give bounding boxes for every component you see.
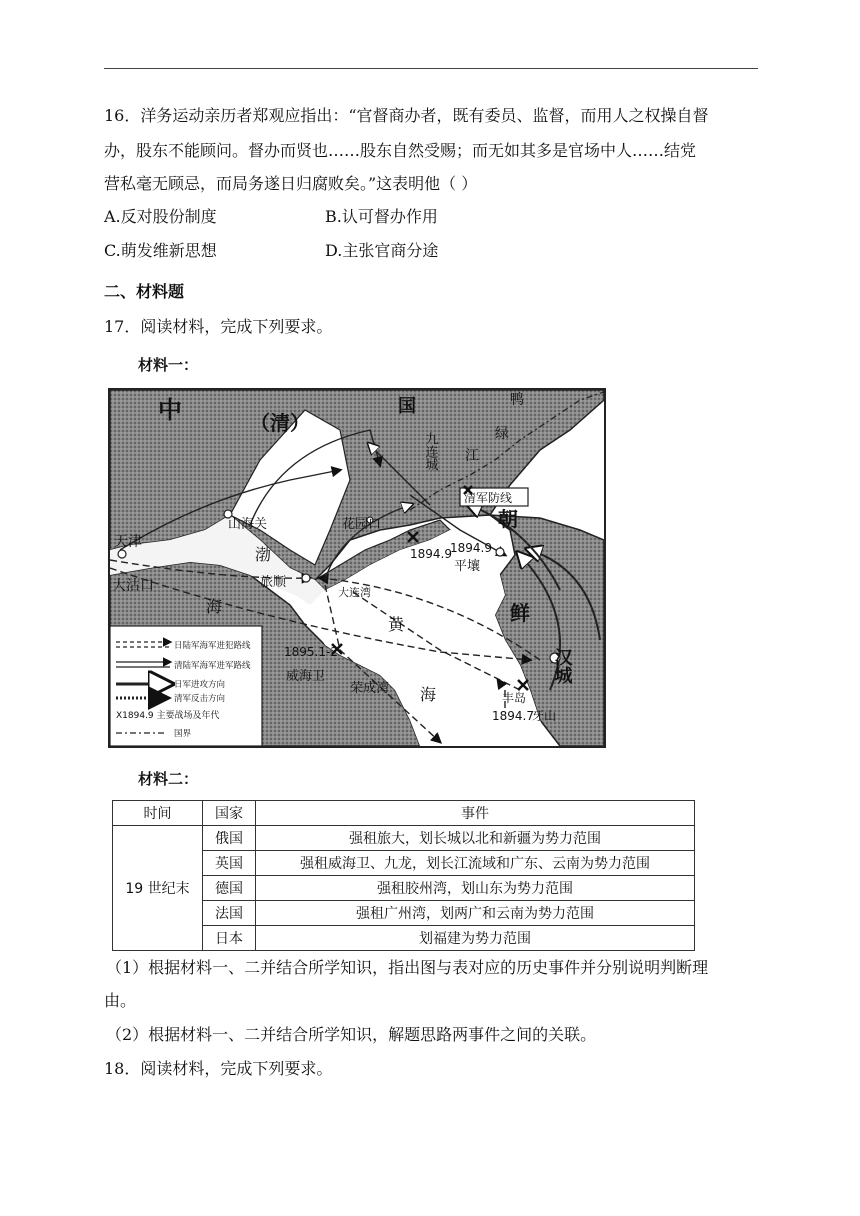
svg-text:清军反击方向: 清军反击方向 [174,694,226,704]
q16-line-3: 营私毫无顾忌，而局务遂日归腐败矣。”这表明他（ ） [104,174,478,193]
q17-sub1-line-2: 由。 [104,991,137,1010]
map-label-bohai-hai: 海 [206,597,223,616]
map-label-pingrang: 平壤 [454,559,481,574]
country-cell: 日本 [203,926,256,951]
event-cell: 强租旅大，划长城以北和新疆为势力范围 [256,826,695,851]
q18-stem: 18．阅读材料，完成下列要求。 [104,1059,333,1078]
header-event: 事件 [256,801,695,826]
q16-option-b[interactable]: B.认可督办作用 [325,207,438,226]
event-cell: 划福建为势力范围 [256,926,695,951]
section-title: 二、材料题 [104,282,185,301]
map-label-yellowsea-hai: 海 [420,685,437,704]
svg-text:日陆军海军进犯路线: 日陆军海军进犯路线 [174,641,251,651]
svg-text:清陆军海军进军路线: 清陆军海军进军路线 [174,661,251,671]
map-label-hancheng: 汉城 [551,648,573,684]
map-label-dalianwan: 大连湾 [338,586,371,599]
header-rule [104,68,758,69]
country-cell: 英国 [203,851,256,876]
q17-sub1-line-1: （1）根据材料一、二并结合所学知识，指出图与表对应的历史事件并分别说明判断理 [106,958,709,977]
country-cell: 俄国 [203,826,256,851]
map-label-jiang: 江 [465,448,479,464]
map-label-shanhaiguan: 山海关 [228,517,268,532]
map-label-chao: 朝 [498,507,518,531]
map-label-ya: 鸭 [510,392,524,408]
map-label-lu: 绿 [495,426,509,442]
map-label-date-fengdao: 1894.7 [492,709,534,723]
map-label-yashan: 牙山 [532,709,557,723]
map-label-tianjin: 天津 [114,534,142,550]
material-2-label: 材料二： [138,770,199,788]
country-cell: 法国 [203,901,256,926]
map-label-guo: 国 [398,396,416,417]
map-label-lushun: 旅顺 [260,575,287,590]
header-country: 国家 [203,801,256,826]
sino-japanese-war-map [108,388,606,748]
map-label-dagukou: 大沽口 [112,578,154,594]
country-cell: 德国 [203,876,256,901]
svg-text:国界: 国界 [174,729,192,739]
event-cell: 强租胶州湾，划山东为势力范围 [256,876,695,901]
svg-text:X1894.9 主要战场及年代: X1894.9 主要战场及年代 [116,711,220,721]
svg-text:日军进攻方向: 日军进攻方向 [174,680,226,690]
map-label-huayuankou: 花园口 [342,517,382,532]
event-cell: 强租广州湾，划两广和云南为势力范围 [256,901,695,926]
map-label-jiuliancheng: 九连城 [422,432,438,471]
event-cell: 强租威海卫、九龙，划长江流域和广东、云南为势力范围 [256,851,695,876]
map-label-rongchengwan: 荣成湾 [350,681,390,696]
period-cell: 19 世纪末 [113,826,203,951]
spheres-of-influence-table [112,800,695,951]
map-label-date-pingrang: 1894.9 [450,541,492,555]
q16-option-c[interactable]: C.萌发维新思想 [104,241,217,260]
map-label-date-weihai: 1895.1-2 [284,645,338,659]
table-row [113,826,695,851]
q17-sub2: （2）根据材料一、二并结合所学知识，解题思路两事件之间的关联。 [106,1025,597,1044]
map-label-defense-line: 清军防线 [464,491,513,505]
map-label-xian: 鲜 [510,601,530,625]
map-legend [110,626,262,746]
map-label-fengdao: 丰岛 [502,691,527,705]
q17-stem: 17．阅读材料，完成下列要求。 [104,317,333,336]
header-time: 时间 [113,801,203,826]
map-label-date-yellowsea: 1894.9 [410,547,452,561]
q16-line-1: 16．洋务运动亲历者郑观应指出：“官督商办者，既有委员、监督，而用人之权操自督 [104,106,709,125]
table-header-row [113,801,695,826]
q16-option-a[interactable]: A.反对股份制度 [104,207,217,226]
material-1-label: 材料一： [138,356,199,374]
map-label-bo: 渤 [255,545,272,564]
q16-line-2: 办，股东不能顾问。督办而贤也……股东自然受赐；而无如其多是官场中人……结党 [104,141,697,160]
map-label-weihaiwei: 威海卫 [286,669,326,684]
legend-item-battle [116,709,220,721]
map-label-huang: 黄 [388,615,405,634]
map-label-zhong: 中 [158,396,182,424]
map-label-qing: （清） [250,411,310,435]
q16-option-d[interactable]: D.主张官商分途 [325,241,439,260]
